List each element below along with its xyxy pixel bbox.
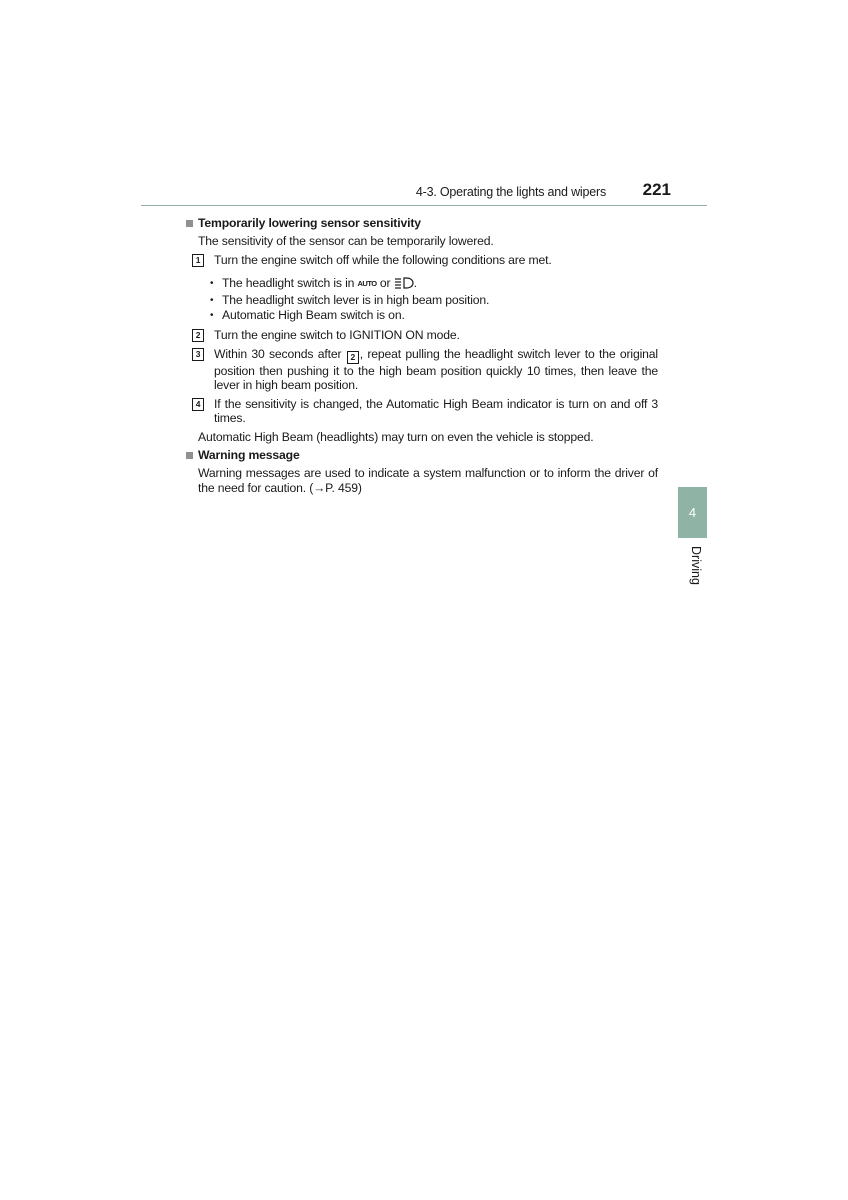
warning-body-text: Warning messages are used to indicate a system malfunction or to inform the driver of the need for caution. (→P. 459): [198, 466, 658, 495]
step-text-part: Within 30 seconds after: [214, 346, 346, 361]
bullet-dot: •: [210, 295, 214, 306]
section-title: 4-3. Operating the lights and wipers: [415, 185, 606, 199]
step-text: Turn the engine switch to IGNITION ON mode.: [214, 328, 460, 342]
condition-text: The headlight switch is in: [222, 276, 358, 290]
headlight-on-icon: [394, 277, 414, 293]
square-bullet-icon: [186, 452, 193, 459]
header-divider: [141, 205, 707, 206]
step-4: [186, 397, 658, 426]
step-number-box: 2: [192, 329, 204, 342]
heading-text: Temporarily lowering sensor sensitivity: [198, 216, 421, 230]
square-bullet-icon: [186, 220, 193, 227]
condition-text: Automatic High Beam switch is on.: [222, 308, 405, 322]
auto-icon: AUTO: [357, 279, 377, 288]
list-item: [186, 276, 658, 293]
step-number-box: 3: [192, 348, 204, 361]
chapter-label: Driving: [689, 546, 703, 585]
step-text: [214, 347, 658, 393]
step-1: [186, 253, 658, 268]
step-text: If the sensitivity is changed, the Automatic High Beam indicator is turn on and off 3 times.: [214, 396, 658, 425]
page-number: 221: [642, 180, 671, 199]
step-2: [186, 328, 658, 343]
conditions-list: [186, 276, 658, 323]
condition-text-or: or: [376, 276, 394, 290]
step-text: Turn the engine switch off while the following conditions are met.: [214, 252, 552, 267]
chapter-tab: 4: [678, 487, 707, 538]
note-text: Automatic High Beam (headlights) may turn on even the vehicle is stopped.: [198, 429, 594, 444]
intro-text: The sensitivity of the sensor can be temporarily lowered.: [198, 234, 494, 248]
page-content: [186, 216, 658, 499]
list-item: [186, 293, 658, 308]
bullet-dot: •: [210, 278, 214, 289]
step-number-box: 1: [192, 254, 204, 267]
step-number-box: 4: [192, 398, 204, 411]
section-heading: [186, 448, 658, 463]
bullet-dot: •: [210, 310, 214, 321]
condition-text-end: .: [413, 276, 417, 290]
step-text-part: , repeat pulling the headlight switch lever to the original position then pushing it to the high beam position quickly 10 times, then leave the lever in high beam position.: [214, 346, 658, 392]
condition-text: The headlight switch lever is in high beam position.: [222, 293, 490, 307]
section-heading: [186, 216, 658, 231]
step-reference-box: 2: [347, 351, 359, 364]
list-item: [186, 308, 658, 323]
step-3: [186, 347, 658, 393]
heading-text: Warning message: [198, 448, 300, 462]
